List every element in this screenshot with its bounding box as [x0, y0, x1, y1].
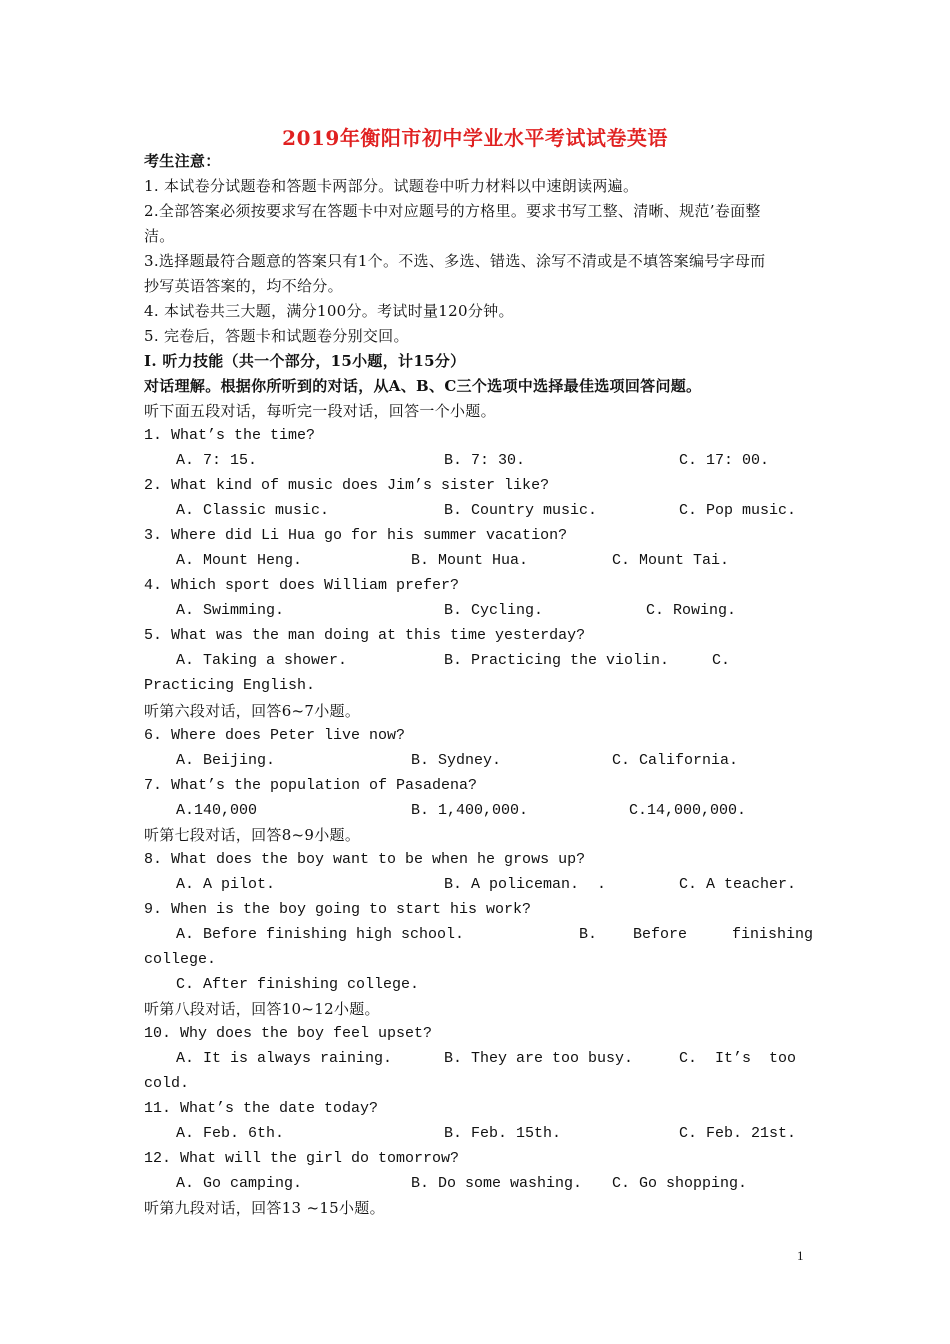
dialog-intro: 听第九段对话，回答13 ~15小题。	[144, 1199, 385, 1217]
option-b: B. Sydney.	[411, 752, 502, 769]
option-c: C. Mount Tai.	[612, 552, 730, 569]
dialog-intro: 听第六段对话，回答6~7小题。	[144, 702, 361, 720]
page-number: 1	[797, 1248, 804, 1263]
question-stem: 4. Which sport does William prefer?	[144, 577, 460, 594]
option-a: A.140,000	[176, 802, 258, 819]
option-b: B. Do some washing.	[411, 1175, 583, 1192]
option-c: C. After finishing college.	[176, 976, 420, 993]
notice-item: 3.选择题最符合题意的答案只有1个。不选、多选、错选、涂写不清或是不填答案编号字母而	[144, 252, 766, 270]
option-c: C. 17: 00.	[679, 452, 770, 469]
option-c: C.14,000,000.	[629, 802, 747, 819]
option-a: A. Feb. 6th.	[176, 1125, 285, 1142]
option-a: A. Beijing.	[176, 752, 276, 769]
option-c: C. Rowing.	[646, 602, 737, 619]
notice-item: 5. 完卷后，答题卡和试题卷分别交回。	[144, 327, 409, 345]
option-a: A. A pilot.	[176, 876, 276, 893]
question-stem: 5. What was the man doing at this time yesterday?	[144, 627, 586, 644]
question-stem: 1. What’s the time?	[144, 427, 316, 444]
option-b: B. 7: 30.	[444, 452, 526, 469]
option-b: B. 1,400,000.	[411, 802, 529, 819]
option-b: B. Mount Hua.	[411, 552, 529, 569]
notice-item: 抄写英语答案的，均不给分。	[144, 277, 343, 295]
option-c: C. California.	[612, 752, 739, 769]
option-b-continued: college.	[144, 951, 217, 968]
section-heading: I. 听力技能（共一个部分，15小题，计15分）	[144, 352, 466, 370]
notice-item: 1. 本试卷分试题卷和答题卡两部分。试题卷中听力材料以中速朗读两遍。	[144, 177, 639, 195]
option-c: C. It’s too	[679, 1050, 797, 1067]
question-stem: 9. When is the boy going to start his work?	[144, 901, 532, 918]
option-a: A. Before finishing high school.	[176, 926, 465, 943]
option-c: C. Go shopping.	[612, 1175, 748, 1192]
option-c-continued: Practicing English.	[144, 677, 316, 694]
notice-item: 2.全部答案必须按要求写在答题卡中对应题号的方格里。要求书写工整、清晰、规范’卷面整	[144, 202, 761, 220]
option-b: B. Practicing the violin.	[444, 652, 670, 669]
question-stem: 7. What’s the population of Pasadena?	[144, 777, 478, 794]
dialog-intro: 听第七段对话，回答8~9小题。	[144, 826, 361, 844]
question-stem: 12. What will the girl do tomorrow?	[144, 1150, 460, 1167]
question-stem: 8. What does the boy want to be when he grows up?	[144, 851, 586, 868]
option-c: C. A teacher.	[679, 876, 797, 893]
option-b: B. Country music.	[444, 502, 598, 519]
option-a: A. Swimming.	[176, 602, 285, 619]
question-stem: 6. Where does Peter live now?	[144, 727, 406, 744]
option-b: B. A policeman. .	[444, 876, 607, 893]
option-a: A. Mount Heng.	[176, 552, 303, 569]
option-a: A. It is always raining.	[176, 1050, 393, 1067]
section-intro: 听下面五段对话，每听完一段对话，回答一个小题。	[144, 402, 496, 420]
option-c: C. Pop music.	[679, 502, 797, 519]
notice-heading: 考生注意：	[144, 152, 221, 170]
question-stem: 2. What kind of music does Jim’s sister like?	[144, 477, 550, 494]
question-stem: 3. Where did Li Hua go for his summer vacation?	[144, 527, 568, 544]
option-c-continued: cold.	[144, 1075, 190, 1092]
option-a: A. Go camping.	[176, 1175, 303, 1192]
option-c: C.	[712, 652, 731, 669]
option-a: A. 7: 15.	[176, 452, 258, 469]
option-a: A. Taking a shower.	[176, 652, 348, 669]
option-b: B. Feb. 15th.	[444, 1125, 562, 1142]
question-stem: 11. What’s the date today?	[144, 1100, 379, 1117]
option-a: A. Classic music.	[176, 502, 330, 519]
option-b: B. Before finishing	[579, 926, 814, 943]
question-stem: 10. Why does the boy feel upset?	[144, 1025, 433, 1042]
notice-item: 洁。	[144, 227, 175, 245]
exam-title: 2019年衡阳市初中学业水平考试试卷英语	[282, 126, 668, 150]
option-b: B. Cycling.	[444, 602, 544, 619]
section-subheading: 对话理解。根据你所听到的对话，从A、B、C三个选项中选择最佳选项回答问题。	[144, 377, 702, 395]
notice-item: 4. 本试卷共三大题，满分100分。考试时量120分钟。	[144, 302, 514, 320]
option-b: B. They are too busy.	[444, 1050, 634, 1067]
option-c: C. Feb. 21st.	[679, 1125, 797, 1142]
dialog-intro: 听第八段对话，回答10~12小题。	[144, 1000, 380, 1018]
